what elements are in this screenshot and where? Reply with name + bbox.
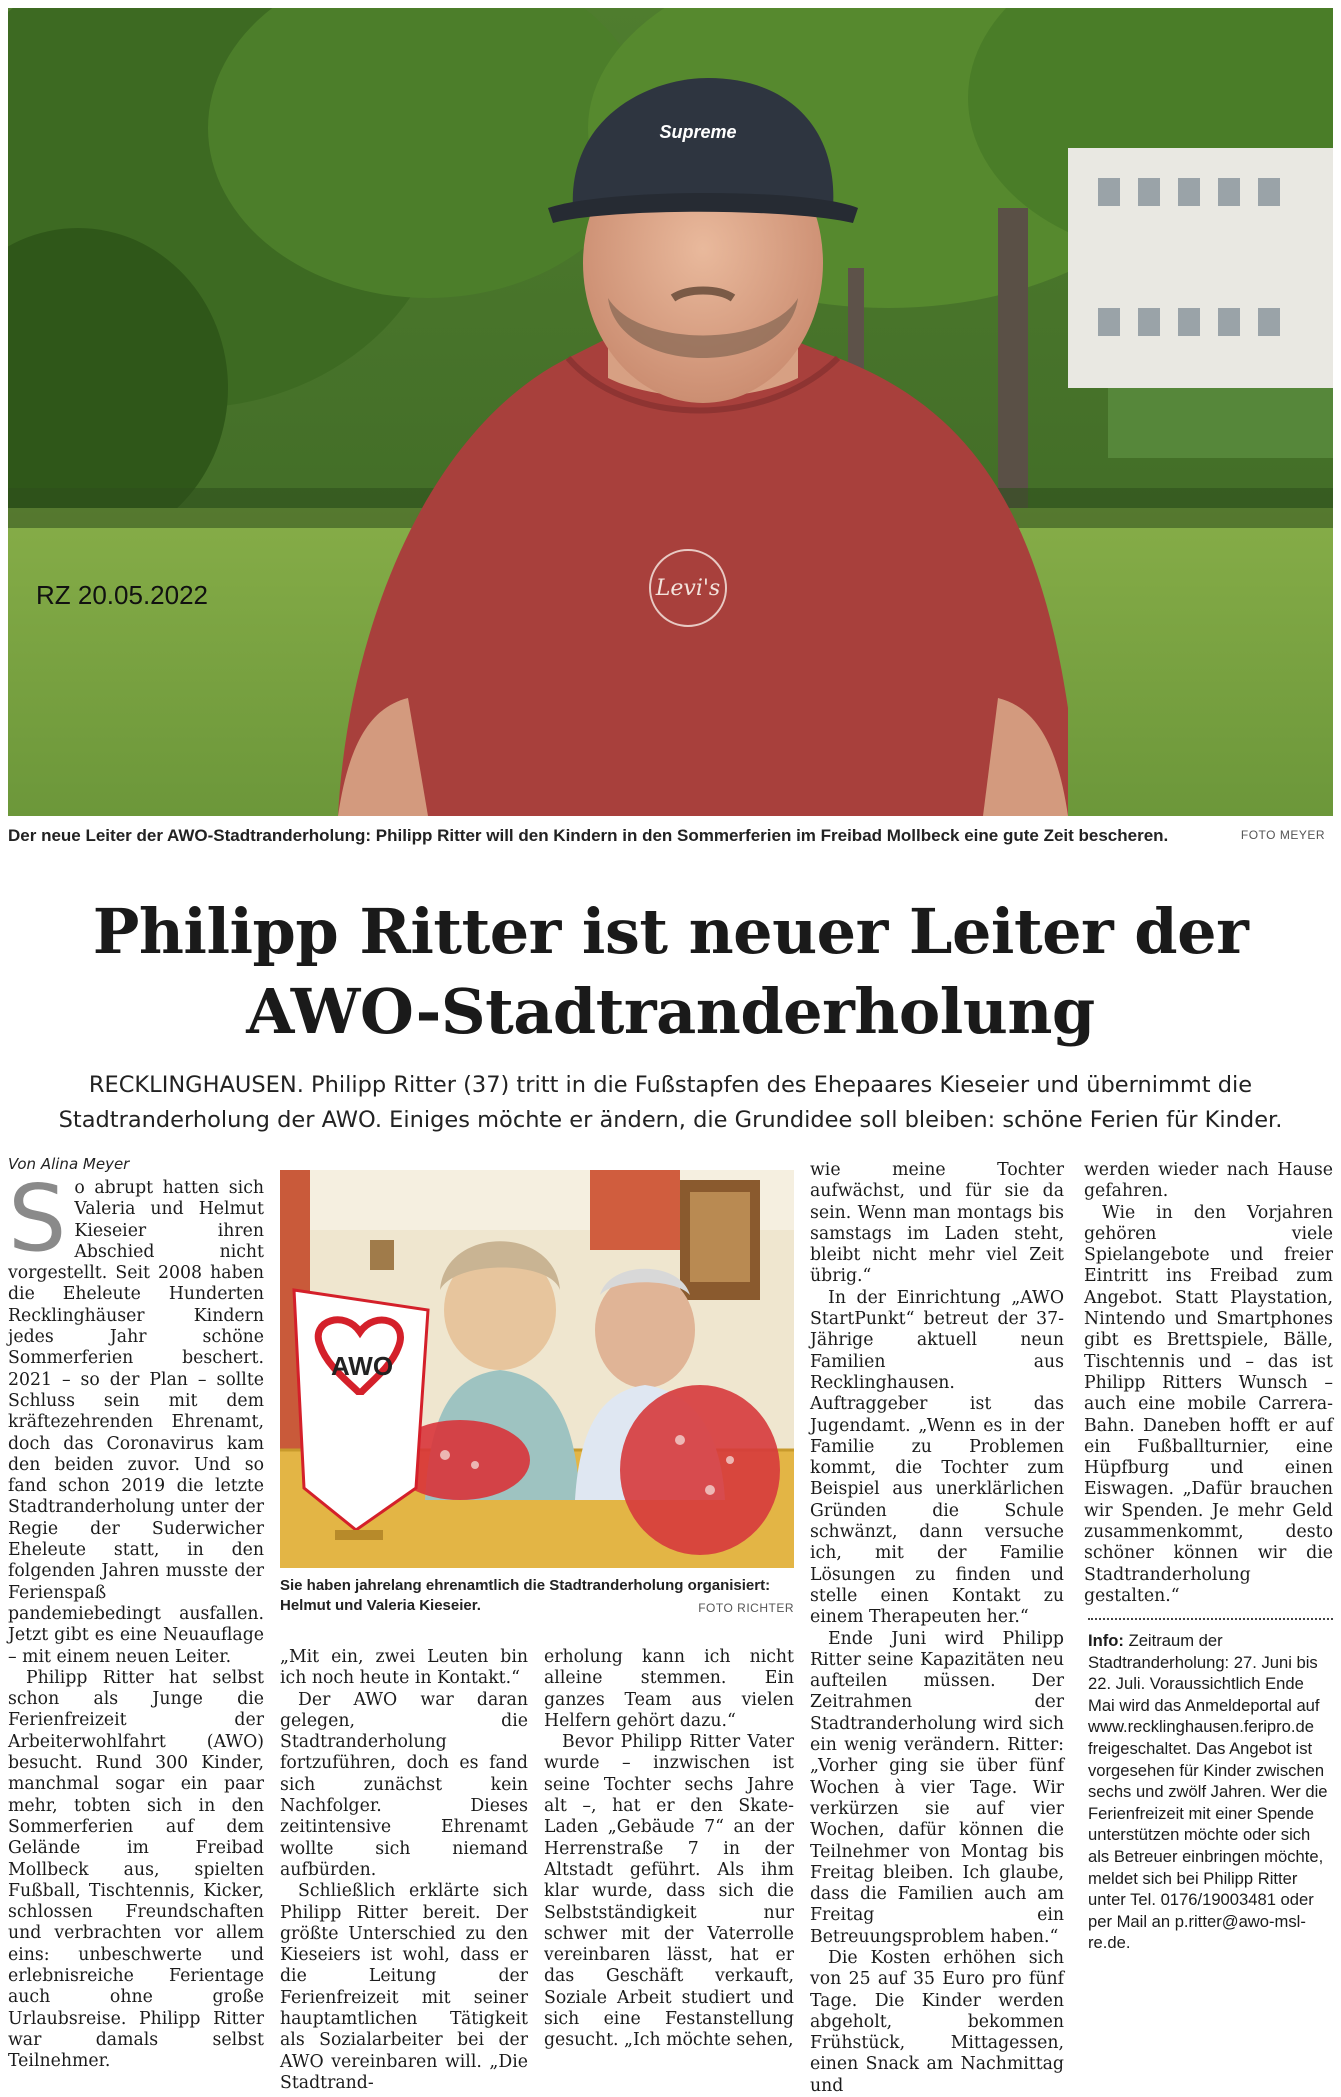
article-paragraph: In der Einrichtung „AWO StartPunkt“ betreut der 37-Jährige aktuell neun Familien aus Recklinghausen. Auftraggeber ist das Jugendamt. „Wenn es in der Familie zu Problemen kommt, die Tochter zum Beispiel aus unerklärlichen Gründen die Schule schwänzt, dann versuche ich, mit der Familie Lösungen zu finden und stelle einen Kontakt zu einem Therapeuten her.“ (810, 1287, 1064, 1628)
article-paragraph: o abrupt hatten sich Valeria und Helmut Kieseier ihren Abschied nicht vorgestellt. Seit 2008 haben die Eheleute Hunderten Recklinghäuser Kindern jedes Jahr schöne Sommerferien beschert. 2021 – so der Plan – sollte Schluss sein mit dem kräftezehrenden Ehrenamt, doch das Coronavirus kam den beiden zuvor. Und so fand schon 2019 die letzte Stadtranderholung unter der Regie der Suderwicher Eheleute statt, in den folgenden Jahren musste der Ferienspaß pandemiebedingt ausfallen. Jetzt gibt es eine Neuauflage – mit einem neuen Leiter. (8, 1178, 264, 1667)
headline-line-2: AWO-Stadtranderholung (246, 975, 1095, 1048)
article-paragraph: Schließlich erklärte sich Philipp Ritter bereit. Der größte Unterschied zu den Kieseiers ist wohl, dass er die Leitung der Ferienfreizeit mit seiner hauptamtlichen Tätigkeit als Sozialarbeiter bei der AWO vereinbaren will. „Die Stadtrand- (280, 1881, 528, 2093)
kieseier-caption (280, 1576, 794, 1616)
drop-cap: S (8, 1165, 67, 1272)
hero-caption (8, 826, 1333, 846)
kieseier-caption-text: Sie haben jahrelang ehrenamtlich die Stadtranderholung organisiert: Helmut und Valeria Kieseier. (280, 1577, 771, 1614)
byline: Von Alina Meyer (8, 1155, 130, 1173)
article-column-5 (1084, 1160, 1333, 1607)
info-divider (1088, 1618, 1333, 1620)
awo-flag-text: AWO (330, 1351, 394, 1381)
article-paragraph: „Mit ein, zwei Leuten bin ich noch heute in Kontakt.“ (280, 1647, 528, 1689)
article-paragraph: Der AWO war daran gelegen, die Stadtranderholung fortzuführen, doch es fand sich zunächst kein Nachfolger. Dieses zeitintensive Ehrenamt wollte sich niemand aufbürden. (280, 1689, 528, 1880)
teaser: RECKLINGHAUSEN. Philipp Ritter (37) tritt in die Fußstapfen des Ehepaares Kieseier und übernimmt die Stadtranderholung der AWO. Einiges möchte er ändern, die Grundidee soll bleiben: schöne Ferien für Kinder. (58, 1072, 1283, 1133)
hero-caption-text: Der neue Leiter der AWO-Stadtranderholung: Philipp Ritter will den Kindern in den Sommerferien im Freibad Mollbeck eine gute Zeit bescheren. (8, 826, 1169, 845)
info-text: Zeitraum der Stadtranderholung: 27. Juni bis 22. Juli. Voraussichtlich Ende Mai wird das Anmeldeportal auf www.recklinghausen.feripro.de freigeschaltet. Das Angebot ist vorgesehen für Kinder zwischen sechs und zwölf Jahren. Wer die Ferienfreizeit mit einer Spende unterstützen möchte oder sich als Betreuer einbringen möchte, meldet sich bei Philipp Ritter unter Tel. 0176/19003481 oder per Mail an p.ritter@awo-msl-re.de. (1088, 1631, 1328, 1953)
article-column-3 (544, 1647, 794, 2052)
hero-photo (8, 8, 1333, 816)
hero-photo-illustration (8, 8, 1333, 816)
article-column-2 (280, 1647, 528, 2094)
date-stamp: RZ 20.05.2022 (36, 580, 209, 610)
hero-photo-credit: FOTO MEYER (1240, 828, 1325, 842)
kieseier-photo-credit: FOTO RICHTER (698, 1601, 794, 1615)
article-paragraph: erholung kann ich nicht alleine stemmen. Ein ganzes Team aus vielen Helfern gehört dazu.“ (544, 1647, 794, 1731)
article-column-1 (8, 1165, 264, 2072)
article-paragraph: werden wieder nach Hause gefahren. (1084, 1160, 1333, 1202)
article-paragraph: Die Kosten erhöhen sich von 25 auf 35 Euro pro fünf Tage. Die Kinder werden abgeholt, bekommen Frühstück, Mittagessen, einen Snack am Nachmittag und (810, 1947, 1064, 2096)
kieseier-photo (280, 1170, 794, 1568)
article-paragraph: wie meine Tochter aufwächst, und für sie da sein. Wenn man montags bis samstags im Laden steht, bleibt nicht mehr viel Zeit übrig.“ (810, 1160, 1064, 1287)
article-paragraph: Ende Juni wird Philipp Ritter seine Kapazitäten neu aufteilen müssen. Der Zeitrahmen der Stadtranderholung wird sich ein wenig verändern. Ritter: „Vorher ging sie über fünf Wochen à vier Tage. Wir verkürzen sie auf vier Wochen, dafür können die Teilnehmer von Montag bis Freitag bleiben. Ich glaube, dass die Familien auch am Freitag ein Betreuungsproblem haben.“ (810, 1628, 1064, 1947)
info-box (1088, 1618, 1333, 1954)
shirt-logo-text: Levi's (655, 576, 721, 601)
cap-brand-text: Supreme (659, 122, 737, 142)
article-paragraph: Philipp Ritter hat selbst schon als Junge die Ferienfreizeit der Arbeiterwohlfahrt (AWO) besucht. Rund 300 Kinder, manchmal sogar ein paar mehr, tobten sich in den Sommerferien auf dem Gelände im Freibad Mollbeck aus, spielten Fußball, Tischtennis, Kicker, schlossen Freundschaften und verbrachten vor allem eins: unbeschwerte und erlebnisreiche Ferientage auch ohne große Urlaubsreise. Philipp Ritter war damals selbst Teilnehmer. (8, 1667, 264, 2072)
headline-line-1: Philipp Ritter ist neuer Leiter der (92, 895, 1249, 968)
kieseier-photo-illustration (280, 1170, 794, 1568)
headline (0, 892, 1341, 1052)
article-column-4 (810, 1160, 1064, 2097)
article-paragraph: Bevor Philipp Ritter Vater wurde – inzwischen ist seine Tochter sechs Jahre alt –, hat er den Skate-Laden „Gebäude 7“ an der Herrenstraße 7 in der Altstadt geführt. Als ihm klar wurde, dass sich die Selbstständigkeit nur schwer mit der Vaterrolle vereinbaren lässt, hat er das Geschäft verkauft, Soziale Arbeit studiert und sich eine Festanstellung gesucht. „Ich möchte sehen, (544, 1732, 794, 2051)
info-label: Info: (1088, 1631, 1124, 1650)
article-paragraph: Wie in den Vorjahren gehören viele Spielangebote und freier Eintritt ins Freibad zum Angebot. Statt Playstation, Nintendo und Smartphones gibt es Brettspiele, Bälle, Tischtennis und – das ist Philipp Ritters Wunsch – auch eine mobile Carrera-Bahn. Daneben hofft er auf ein Fußballturnier, eine Hüpfburg und einen Eiswagen. „Dafür brauchen wir Spenden. Je mehr Geld zusammenkommt, desto schöner können wir die Stadtranderholung gestalten.“ (1084, 1202, 1333, 1606)
